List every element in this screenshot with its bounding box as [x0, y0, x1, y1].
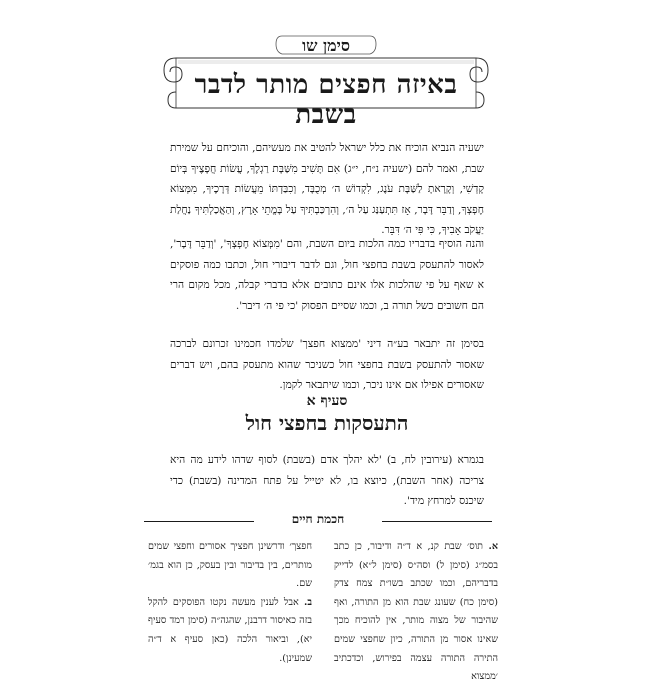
seif-paragraph: בגמרא (עירובין לח, ב) 'לא יהלך אדם (בשבת) לסוף שדהו לידע מה היא צריכה (אחר השבת), כיוצא בו, לא יטייל על פתח המדינה (בשבת) כדי שיכנס למרחץ מיד'.: [170, 454, 484, 508]
commentary-header: [144, 512, 492, 530]
footnote-marker: א.: [488, 541, 498, 552]
footnote-marker: ב.: [304, 596, 312, 608]
footnote-text: חפצך׳ ודרשינן חפציך אסורים וחפצי שמים מותרים, בין בדיבור ובין בעסק, כן הוא בגמ׳ שם.: [148, 541, 312, 590]
commentary-title: חכמת חיים: [291, 512, 345, 526]
footnote-text: אבל לענין מעשה נקטו הפוסקים להקל בזה כאיסור דרבנן, שהגה״ה (סימן רמד סעיף יא), וביאור הלכה (כאן סעיף א ד״ה שמעינן).: [148, 596, 312, 664]
intro-paragraph-3: בסימן זה יתבאר בע״ה דיני 'ממצוא חפצך' שלמדו חכמינו זכרונם לברכה שאסור להתעסק בשבת בחפצי חול כשניכר שהוא מתעסק בהם, ויש דברים שאסורים אפילו אם אינו ניכר, וכמו שיתבאר לקמן.: [170, 338, 484, 392]
seif-label: סעיף א: [306, 393, 348, 409]
footnote-text: תוס׳ שבת קנ, א ד״ה ודיבור, כן כתב בסמ״ג (סימן ל) וסה״ס (סימן ל״א) לדייק בדבריהם, וכמו שכתב בשו״ת צמח צדק (סימן כח) שעונג שבת הוא מן התורה, ואף שהיבור של מצוה מותר, אין להוכיח מכך שאינו אסור מן התורה, כיון שחפצי שמים התירה התורה עצמה בפירוש, וכדכתיב ׳ממצוא: [334, 541, 498, 683]
commentary-column-left: [148, 538, 312, 668]
siman-label: סימן שו: [302, 36, 350, 55]
commentary-column-right: [334, 538, 498, 687]
intro-paragraph-2: והנה הוסיף בדבריו כמה הלכות ביום השבת, והם 'מִמְּצוֹא חֶפְצְךָ', 'וְדַבֵּר דָּבָר', לאסור להתעסק בשבת בחפצי חול, וגם לדבר דיבורי חול, וכתבו כמה פוסקים א שאף על פי שהלכות אלו אינם כתובים אלא בדברי קבלה, מכל מקום הרי הם חשובים כשל תורה ב, וכמו שסיים הפסוק 'כי פי ה׳ דיבר'.: [170, 238, 484, 312]
intro-paragraph-1: ישעיה הנביא הוכיח את כלל ישראל להטיב את מעשיהם, והוכיחם על שמירת שבת, ואמר להם (ישעיה נ״ח, י״ג) אִם תָּשִׁיב מִשַּׁבָּת רַגְלֶךָ, עֲשׂוֹת חֲפָצֶיךָ בְּיוֹם קָדְשִׁי, וְקָרָאתָ לַשַּׁבָּת עֹנֶג, לִקְדוֹשׁ ה׳ מְכֻבָּד, וְכִבַּדְתּוֹ מֵעֲשׂוֹת דְּרָכֶיךָ, מִמְּצוֹא חֶפְצְךָ, וְדַבֵּר דָּבָר, אָז תִּתְעַנַּג עַל ה׳, וְהִרְכַּבְתִּיךָ עַל בָּמֳתֵי אָרֶץ, וְהַאֲכַלְתִּיךָ נַחֲלַת יַעֲקֹב אָבִיךָ, כִּי פִּי ה׳ דִּבֵּר.: [170, 142, 484, 237]
seif-title: התעסקות בחפצי חול: [245, 411, 409, 435]
chapter-banner: [162, 34, 490, 130]
chapter-title: באיזה חפצים מותר לדבר בשבת: [194, 70, 458, 130]
